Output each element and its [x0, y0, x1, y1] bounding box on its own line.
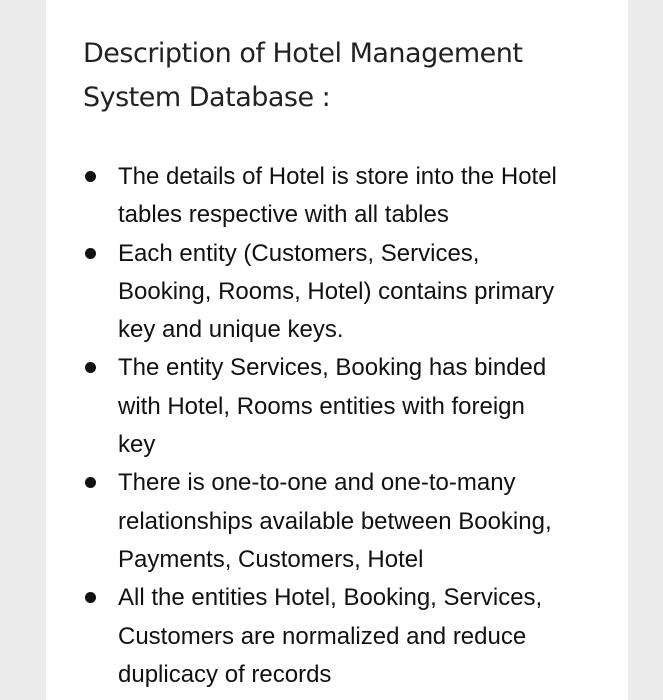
bullet-text-line: Each entity (Customers, Services,: [118, 239, 480, 267]
bullet-dot-icon: [85, 171, 96, 182]
bullet-text-line: There is one-to-one and one-to-many: [118, 469, 516, 497]
bullet-text-line: Booking, Rooms, Hotel) contains primary: [118, 277, 555, 305]
bullet-text-line: duplicacy of records: [118, 660, 332, 688]
bullet-item-foreign-keys: [118, 349, 608, 464]
bullet-dot-icon: [85, 362, 96, 373]
bullet-text-line: key: [118, 431, 156, 459]
bullet-text-line: tables respective with all tables: [118, 201, 449, 229]
page-title: [83, 32, 603, 120]
page-title-line: System Database :: [83, 82, 331, 113]
bullet-text-line: The details of Hotel is store into the Hotel: [118, 163, 557, 190]
bullet-text-line: Customers are normalized and reduce: [118, 622, 527, 650]
bullet-text-line: The entity Services, Booking has binded: [118, 354, 547, 382]
bullet-item-relationships: [118, 464, 608, 579]
bullet-dot-icon: [85, 248, 96, 259]
bullet-text-line: key and unique keys.: [118, 316, 344, 344]
bullet-item-entity-keys: [118, 235, 608, 350]
description-bullet-list: [118, 158, 608, 694]
bullet-text-line: relationships available between Booking,: [118, 507, 552, 535]
page-title-line: Description of Hotel Management: [83, 38, 523, 69]
bullet-item-normalization: [118, 579, 608, 694]
bullet-text-line: All the entities Hotel, Booking, Services,: [118, 584, 543, 612]
bullet-item-hotel-details: [118, 158, 608, 235]
bullet-dot-icon: [85, 477, 96, 488]
bullet-dot-icon: [85, 592, 96, 603]
bullet-text-line: Payments, Customers, Hotel: [118, 545, 424, 573]
document-page: [46, 0, 628, 700]
bullet-text-line: with Hotel, Rooms entities with foreign: [118, 392, 525, 420]
